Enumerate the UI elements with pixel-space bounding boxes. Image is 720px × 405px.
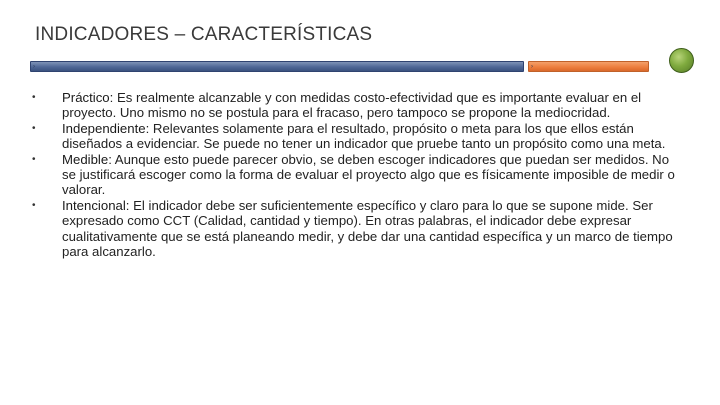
bullet-icon: • xyxy=(32,92,36,103)
bullet-text: : Relevantes solamente para el resultado, propósito o meta para los que ellos están diseñados a evidenciar. Se puede no tener un indicador que pruebe tanto un propósito como una meta. xyxy=(62,120,666,152)
bullet-icon: • xyxy=(32,153,36,165)
bullet-term: Independiente xyxy=(62,120,146,136)
title-divider-bar-blue xyxy=(30,61,524,72)
bar-arrow-icon: › xyxy=(33,64,35,70)
list-item xyxy=(32,121,682,152)
bullet-icon: • xyxy=(32,199,36,211)
bullet-text: : Es realmente alcanzable y con medidas costo-efectividad que es importante evaluar en el proyecto. Uno mismo no se postula para el fracaso, pero tampoco se propone la mediocridad. xyxy=(62,90,642,121)
bullet-term: Medible xyxy=(62,151,109,167)
bullet-term: Intencional xyxy=(62,197,126,213)
decorative-circle-icon xyxy=(669,48,694,73)
characteristics-list xyxy=(32,90,682,259)
title-divider-bar-orange xyxy=(528,61,649,72)
bullet-icon: • xyxy=(32,122,36,134)
slide-title: INDICADORES – CARACTERÍSTICAS xyxy=(35,24,373,45)
list-item xyxy=(32,198,682,260)
bullet-term: Práctico xyxy=(62,90,110,105)
bullet-text: : El indicador debe ser suficientemente específico y claro para lo que se supone mide. Ser expresado como CCT (Calidad, cantidad y tiempo). En otras palabras, el indicador debe expresar cualitativamente que se está planeando medir, y debe dar una cantidad específica y un marco de tiempo para alcanzarlo. xyxy=(62,197,673,260)
bullet-text: : Aunque esto puede parecer obvio, se deben escoger indicadores que puedan ser medidos. No se justificará escoger como la forma de evaluar el proyecto algo que es físicamente imposible de medir o valorar. xyxy=(62,151,675,198)
list-item xyxy=(32,152,682,198)
list-item xyxy=(32,90,682,121)
bar-arrow-icon: › xyxy=(531,64,533,70)
